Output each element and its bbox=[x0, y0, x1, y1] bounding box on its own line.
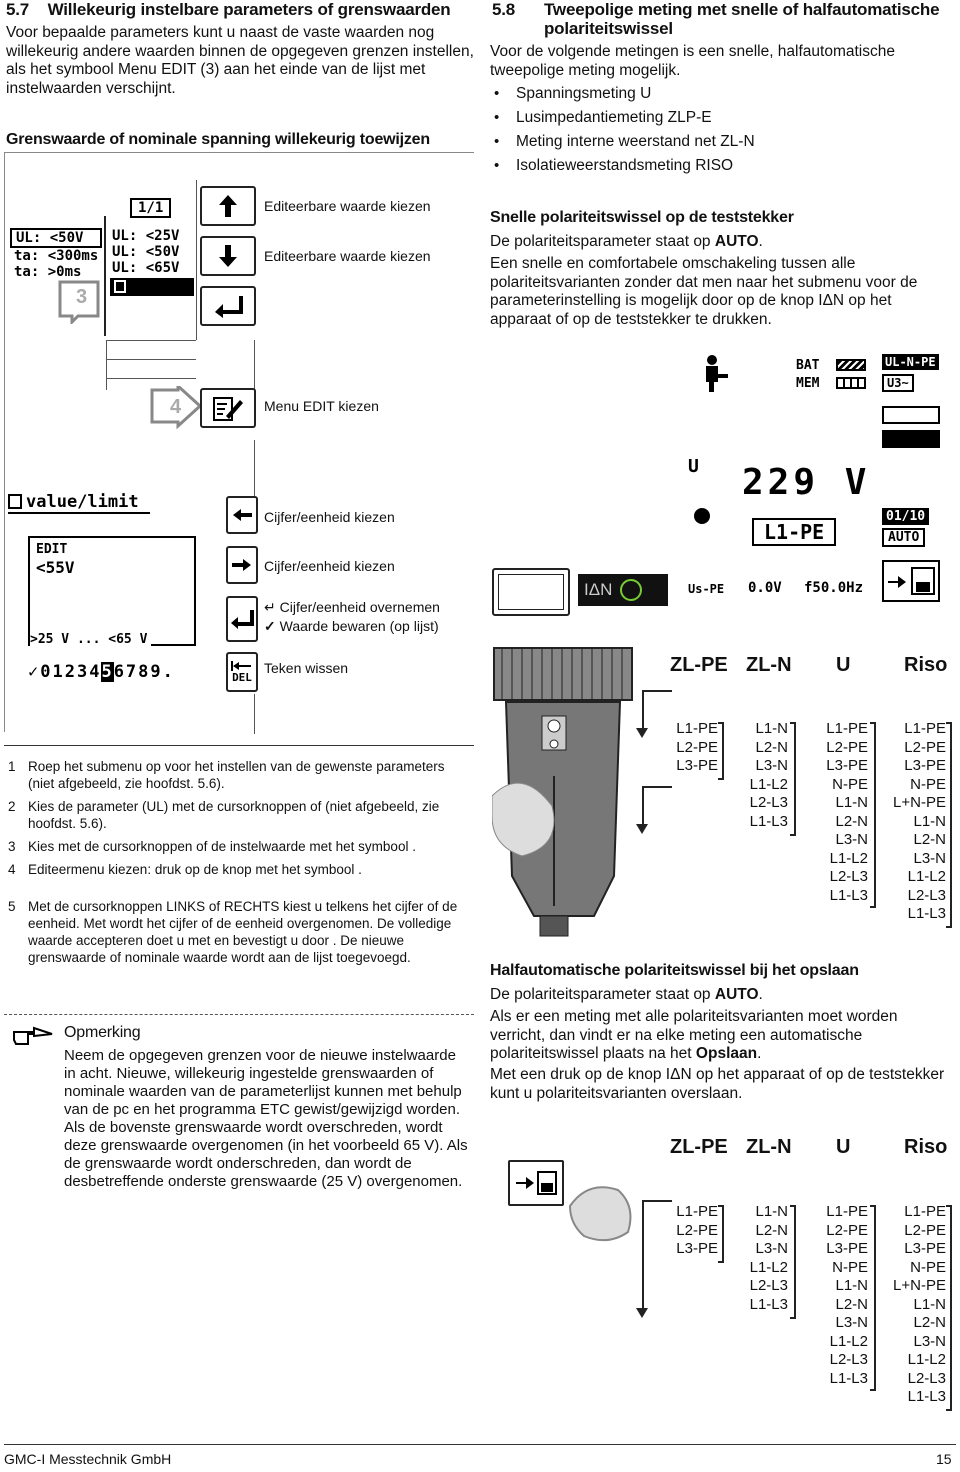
cell: N-PE bbox=[832, 1258, 868, 1276]
footer-rule bbox=[4, 1444, 956, 1445]
bracket-zln bbox=[790, 722, 796, 836]
cursor-left-button[interactable] bbox=[226, 496, 258, 534]
cell: L2-PE bbox=[904, 738, 946, 756]
cell: L3-PE bbox=[826, 1240, 868, 1257]
divider-left-bottom bbox=[254, 694, 255, 734]
idn-key-label[interactable] bbox=[578, 574, 668, 606]
edit-screen-title bbox=[8, 492, 139, 512]
delete-arrow-icon bbox=[231, 661, 253, 671]
cell: L1-L3 bbox=[907, 905, 946, 922]
bullet-item: • Meting interne weerstand net ZL-N bbox=[490, 130, 950, 154]
cell: L3-N bbox=[913, 1332, 946, 1350]
snelle-p2: Een snelle en comfortabele omschakeling tussen alle polariteitsvarianten zonder dat men naar het submenu voor de parameterinstelling is mogelijk door op de knop IΔN op het apparaat of op de teststekker te drukken. bbox=[490, 255, 918, 328]
cursor-down-button[interactable] bbox=[200, 236, 256, 276]
callout-4 bbox=[150, 386, 202, 432]
col-head-riso-2 bbox=[904, 1136, 947, 1159]
footer-page-number: 15 bbox=[936, 1451, 952, 1467]
intro-paragraph: Voor bepaalde parameters kunt u naast de vaste waarden nog willekeurig andere waarden binnen de opgegeven grenzen instellen, als het symbool Menu EDIT (3) aan het einde van de lijst met instelwaarden verschijnt. bbox=[6, 24, 474, 97]
enter-small-icon: ↵ bbox=[264, 599, 276, 615]
lcd-divider bbox=[104, 216, 106, 336]
save-icon bbox=[510, 1162, 562, 1204]
save-icon bbox=[884, 562, 938, 600]
text: Als er een meting met alle polariteitsvarianten moet worden verricht, dan vindt er na elke meting een automatische polariteitswissel plaats na het bbox=[490, 1008, 898, 1062]
label-cijfer-1: Cijfer/eenheid kiezen bbox=[264, 509, 395, 525]
bracket-zln-2 bbox=[790, 1205, 796, 1319]
finger-press-illustration bbox=[568, 1176, 638, 1246]
test-probe-illustration bbox=[492, 646, 642, 946]
lcd-col2 bbox=[110, 228, 194, 296]
section-heading: Tweepolige meting met snelle of halfautomatische polariteitswissel bbox=[544, 0, 940, 38]
lcd-col1 bbox=[10, 228, 102, 280]
list-bars bbox=[106, 340, 196, 379]
cell: L2-PE bbox=[676, 738, 718, 756]
cell: L1-PE bbox=[826, 720, 868, 737]
bracket-zlpe bbox=[718, 722, 724, 780]
lcd-screen-measurement bbox=[686, 350, 944, 610]
cell: L2-PE bbox=[904, 1221, 946, 1239]
edit-box-value: <55V bbox=[36, 558, 75, 577]
digits-tail: 6789. bbox=[113, 662, 175, 682]
cell: L3-N bbox=[755, 757, 788, 774]
bullet-item: • Spanningsmeting U bbox=[490, 82, 950, 106]
edit-menu-button[interactable] bbox=[200, 388, 256, 428]
arrow-up-icon bbox=[217, 193, 239, 219]
section-number: 5.8 bbox=[492, 0, 516, 19]
cell: L3-PE bbox=[676, 757, 718, 774]
save-softkey[interactable] bbox=[882, 560, 940, 602]
save-key-button[interactable] bbox=[508, 1160, 564, 1206]
head-text: ZL-PE bbox=[670, 654, 728, 676]
col-head-riso bbox=[904, 654, 947, 677]
lcd-screen-edit bbox=[8, 492, 222, 688]
footer-company: GMC-I Messtechnik GmbH bbox=[4, 1451, 172, 1467]
cell: L1-L3 bbox=[907, 1388, 946, 1405]
cell: L2-PE bbox=[676, 1221, 718, 1239]
table1-col-zln bbox=[738, 720, 788, 831]
label-waarde-bewaren bbox=[264, 618, 439, 635]
label-editeerbare-1: Editeerbare waarde kiezen bbox=[264, 198, 431, 214]
step-1 bbox=[8, 758, 468, 792]
section-title-5-7 bbox=[6, 0, 476, 20]
intro-5-8: Voor de volgende metingen is een snelle, halfautomatische tweepolige meting mogelijk. bbox=[490, 43, 895, 79]
cell: L1-N bbox=[913, 812, 946, 830]
section-number: 5.7 bbox=[6, 0, 30, 19]
col-head-u-2 bbox=[836, 1136, 850, 1159]
edit-title-text: value/limit bbox=[26, 492, 139, 512]
cell: L3-N bbox=[835, 831, 868, 848]
list-bars-left bbox=[106, 340, 107, 390]
del-label: DEL bbox=[232, 670, 252, 684]
lcd-row: ta: <300ms bbox=[14, 248, 99, 264]
cell: L1-L2 bbox=[749, 775, 788, 793]
cell: L1-L3 bbox=[829, 886, 868, 904]
ul-n-pe-label[interactable]: UL-N-PE bbox=[882, 354, 939, 370]
bracket-u-2 bbox=[870, 1205, 876, 1391]
table2-col-riso bbox=[890, 1203, 946, 1407]
table1-col-riso bbox=[890, 720, 946, 924]
edit-list-icon bbox=[114, 280, 126, 293]
mem-label: MEM bbox=[796, 376, 820, 391]
label-editeerbare-2: Editeerbare waarde kiezen bbox=[264, 248, 431, 264]
cell: N-PE bbox=[910, 1258, 946, 1276]
callout-4-number: 4 bbox=[170, 396, 182, 418]
enter-button[interactable] bbox=[200, 286, 256, 326]
label-text: Cijfer/eenheid overnemen bbox=[279, 599, 440, 615]
cell: L3-PE bbox=[904, 1240, 946, 1257]
cell: L3-N bbox=[755, 1240, 788, 1257]
col-head-zln-2 bbox=[746, 1136, 792, 1159]
list-bars-right bbox=[254, 340, 255, 390]
opslaan-keyword: Opslaan bbox=[695, 1045, 758, 1062]
edit-list-icon bbox=[8, 494, 22, 509]
cursor-right-button[interactable] bbox=[226, 546, 258, 584]
section-title-5-8 bbox=[492, 0, 956, 38]
cell: L2-L3 bbox=[749, 794, 788, 811]
cell: L+N-PE bbox=[893, 794, 946, 811]
cell: L1-PE bbox=[676, 1203, 718, 1220]
table2-col-u bbox=[818, 1203, 868, 1388]
cell: L2-N bbox=[755, 1221, 788, 1239]
lcd-row: ta: >0ms bbox=[14, 264, 82, 280]
check-icon: ✓ bbox=[28, 662, 41, 682]
u-symbol: U bbox=[688, 456, 699, 477]
cell: L3-PE bbox=[826, 757, 868, 774]
u3-label[interactable]: U3~ bbox=[882, 374, 914, 392]
table1-col-zlpe bbox=[668, 720, 718, 776]
freq-value: f50.0Hz bbox=[804, 580, 864, 596]
head-text: U bbox=[836, 1136, 851, 1158]
cell: L1-L2 bbox=[907, 868, 946, 885]
subheading-halfautomatisch: Halfautomatische polariteitswissel bij het opslaan bbox=[490, 962, 859, 979]
memory-icon bbox=[836, 377, 866, 389]
col-head-zlpe-2 bbox=[670, 1136, 728, 1159]
cell: L2-N bbox=[913, 1314, 946, 1331]
digit-selected: 5 bbox=[101, 662, 114, 682]
cell: L2-PE bbox=[826, 738, 868, 756]
halfauto-p2 bbox=[490, 1008, 956, 1064]
info-icon bbox=[694, 508, 710, 524]
figure-left-border bbox=[4, 152, 5, 732]
cell: L1-N bbox=[835, 794, 868, 811]
bracket-riso bbox=[946, 722, 952, 928]
bullet-item: • Isolatieweerstandsmeting RISO bbox=[490, 154, 950, 178]
cell: L2-L3 bbox=[829, 868, 868, 885]
divider-left-mid bbox=[254, 440, 255, 496]
head-text: Riso bbox=[904, 654, 948, 676]
step-number: 1 bbox=[8, 759, 16, 774]
head-text: ZL-N bbox=[746, 654, 792, 676]
cell: L1-PE bbox=[904, 1203, 946, 1220]
step-3 bbox=[8, 838, 468, 855]
device-key-button[interactable] bbox=[492, 568, 570, 616]
edit-range: >25 V ... <65 V bbox=[30, 632, 151, 647]
person-icon bbox=[696, 354, 730, 394]
cursor-up-button[interactable] bbox=[200, 186, 256, 226]
cell: L1-N bbox=[755, 1203, 788, 1220]
note-title: Opmerking bbox=[64, 1024, 141, 1041]
table2-col-zln bbox=[738, 1203, 788, 1314]
digits-head: 01234 bbox=[40, 662, 102, 682]
check-icon: ✓ bbox=[264, 618, 276, 634]
step-2 bbox=[8, 798, 468, 832]
step-text: Editeermenu kiezen: druk op de knop met het symbool . bbox=[28, 862, 362, 877]
cell: L2-L3 bbox=[907, 886, 946, 904]
lcd-screen-parameter-list bbox=[8, 184, 196, 334]
snelle-p1 bbox=[490, 233, 763, 252]
auto-label: AUTO bbox=[882, 528, 925, 547]
arrow-left-icon bbox=[231, 508, 253, 522]
cell: N-PE bbox=[910, 775, 946, 793]
edit-box bbox=[28, 536, 196, 646]
step-text: Met de cursorknoppen LINKS of RECHTS kiest u telkens het cijfer of de eenheid. Met wordt het cijfer of de eenheid overgenomen. De volledige waarde accepteren doet u met en bevestigt u door . De nieuwe grenswaarde of nominale waarde wordt aan de lijst toegevoegd. bbox=[28, 899, 458, 965]
arrow-right-icon bbox=[231, 558, 253, 572]
cell: L1-L3 bbox=[749, 1295, 788, 1313]
step-text: Kies met de cursorknoppen of de instelwaarde met het symbool . bbox=[28, 839, 416, 854]
head-text: ZL-PE bbox=[670, 1136, 728, 1158]
cell: L2-PE bbox=[826, 1221, 868, 1239]
step-4 bbox=[8, 861, 468, 878]
label-cijfer-overnemen bbox=[264, 599, 440, 616]
battery-icon bbox=[836, 359, 866, 371]
pointing-hand-icon bbox=[12, 1026, 54, 1051]
main-reading: 229 V bbox=[742, 462, 871, 503]
callout-3-number: 3 bbox=[76, 286, 88, 308]
enter-icon bbox=[230, 608, 254, 630]
cell: L2-N bbox=[835, 812, 868, 830]
head-text: ZL-N bbox=[746, 1136, 792, 1158]
delete-button[interactable] bbox=[226, 652, 258, 692]
step-5 bbox=[8, 898, 468, 966]
idn-text: IΔN bbox=[584, 580, 613, 599]
step-text: Kies de parameter (UL) met de cursorknoppen of (niet afgebeeld, zie hoofdst. 5.6). bbox=[28, 799, 440, 831]
section-heading: Willekeurig instelbare parameters of grenswaarden bbox=[47, 0, 451, 19]
bullet-item: • Lusimpedantiemeting ZLP-E bbox=[490, 106, 950, 130]
figure-bottom-border bbox=[4, 745, 474, 746]
cell: L1-L2 bbox=[907, 1351, 946, 1368]
power-indicator-icon bbox=[620, 579, 642, 601]
us-value: 0.0V bbox=[748, 580, 782, 596]
halfauto-p3: Met een druk op de knop IΔN op het apparaat of op de teststekker kunt u polariteitsvarianten overslaan. bbox=[490, 1066, 945, 1102]
cell: L1-N bbox=[755, 720, 788, 737]
note-text: Neem de opgegeven grenzen voor de nieuwe instelwaarde in acht. Nieuwe, willekeurig ingestelde grenswaarden of nominale waarden van de parameterlijst kunnen met behulp van de pc en het programma ETC gewist/gewijzigd worden. Als de bovenste grenswaarde wordt overschreden, wordt deze grenswaarde overgenomen (in het voorbeeld 65 V). Als de grenswaarde wordt onderschreden, dan wordt de desbetreffende onderste grenswaarde (25 V) overgenomen. bbox=[64, 1047, 468, 1190]
auto-keyword: AUTO bbox=[714, 986, 759, 1003]
screen1-right-edge bbox=[196, 180, 197, 340]
edit-symbol-row-selected[interactable] bbox=[110, 278, 194, 296]
cell: L1-L3 bbox=[829, 1369, 868, 1387]
cell: L1-N bbox=[835, 1277, 868, 1294]
bracket-riso-2 bbox=[946, 1205, 952, 1411]
edit-box-label: EDIT bbox=[36, 542, 68, 557]
bracket-zlpe-2 bbox=[718, 1205, 724, 1263]
cell: L1-PE bbox=[826, 1203, 868, 1220]
cell: L3-PE bbox=[676, 1240, 718, 1257]
step-number: 2 bbox=[8, 799, 16, 814]
cell: L3-N bbox=[913, 849, 946, 867]
callout-3 bbox=[58, 280, 104, 318]
cell: L2-L3 bbox=[749, 1277, 788, 1294]
cell: N-PE bbox=[832, 775, 868, 793]
figure-top-border bbox=[4, 152, 474, 153]
counter-label: 01/10 bbox=[882, 508, 929, 525]
subheading-snelle: Snelle polariteitswissel op de teststekker bbox=[490, 209, 794, 226]
step-number: 4 bbox=[8, 862, 16, 877]
cell: L2-L3 bbox=[829, 1351, 868, 1368]
text: De polariteitsparameter staat op bbox=[490, 233, 715, 250]
label-cijfer-2: Cijfer/eenheid kiezen bbox=[264, 558, 395, 574]
lcd-row: UL: <65V bbox=[112, 260, 180, 276]
halfauto-p1 bbox=[490, 986, 763, 1005]
cell: L1-PE bbox=[676, 720, 718, 737]
lcd-row: UL: <50V bbox=[112, 244, 180, 260]
us-pe-label: Us-PE bbox=[688, 582, 725, 596]
cell: L2-N bbox=[835, 1295, 868, 1313]
cell: L3-N bbox=[835, 1314, 868, 1331]
col-head-zln bbox=[746, 654, 792, 677]
period: . bbox=[758, 233, 763, 250]
bat-label: BAT bbox=[796, 358, 820, 373]
step-number: 5 bbox=[8, 899, 16, 914]
period: . bbox=[758, 986, 763, 1003]
cell: L1-N bbox=[913, 1295, 946, 1313]
table2-col-zlpe bbox=[668, 1203, 718, 1259]
period: . bbox=[757, 1045, 762, 1062]
head-text: Riso bbox=[904, 1136, 948, 1158]
arrow-down-icon bbox=[217, 243, 239, 269]
edit-pencil-icon bbox=[212, 394, 244, 422]
bracket-u bbox=[870, 722, 876, 908]
cell: L2-N bbox=[755, 738, 788, 756]
label-text: Waarde bewaren (op lijst) bbox=[279, 618, 439, 634]
text: De polariteitsparameter staat op bbox=[490, 986, 715, 1003]
cell: L1-L3 bbox=[749, 812, 788, 830]
cell: L+N-PE bbox=[893, 1277, 946, 1294]
label-menu-edit: Menu EDIT kiezen bbox=[264, 398, 379, 414]
col-head-zlpe bbox=[670, 654, 728, 677]
polarity-label: L1-PE bbox=[752, 518, 836, 546]
cell: L2-N bbox=[913, 831, 946, 848]
cell: L1-PE bbox=[904, 720, 946, 737]
subheading-grenswaarde: Grenswaarde of nominale spanning willekeurig toewijzen bbox=[6, 131, 430, 148]
table1-col-u bbox=[818, 720, 868, 905]
cell: L2-L3 bbox=[907, 1369, 946, 1387]
probe-icon-1 bbox=[882, 406, 940, 424]
head-text: U bbox=[836, 654, 851, 676]
page-indicator: 1/1 bbox=[130, 198, 171, 218]
digit-picker[interactable] bbox=[28, 662, 175, 682]
lcd-row: UL: <50V bbox=[10, 228, 102, 248]
measurement-list bbox=[490, 82, 950, 178]
polarity-arrow-2 bbox=[642, 786, 672, 826]
label-teken-wissen: Teken wissen bbox=[264, 660, 349, 676]
col-head-u bbox=[836, 654, 850, 677]
probe-icon-2 bbox=[882, 430, 940, 448]
lcd-row: UL: <25V bbox=[112, 228, 180, 244]
cell: L3-PE bbox=[904, 757, 946, 774]
enter-button-2[interactable] bbox=[226, 596, 258, 642]
step-number: 3 bbox=[8, 839, 16, 854]
auto-keyword: AUTO bbox=[714, 233, 759, 250]
enter-icon bbox=[213, 294, 243, 318]
steps-list bbox=[8, 758, 468, 966]
cell: L1-L2 bbox=[749, 1258, 788, 1276]
cell: L1-L2 bbox=[829, 849, 868, 867]
step-text: Roep het submenu op voor het instellen van de gewenste parameters (niet afgebeeld, zie hoofdst. 5.6). bbox=[28, 759, 445, 791]
note-top-border bbox=[4, 1014, 474, 1015]
cell: L1-L2 bbox=[829, 1332, 868, 1350]
